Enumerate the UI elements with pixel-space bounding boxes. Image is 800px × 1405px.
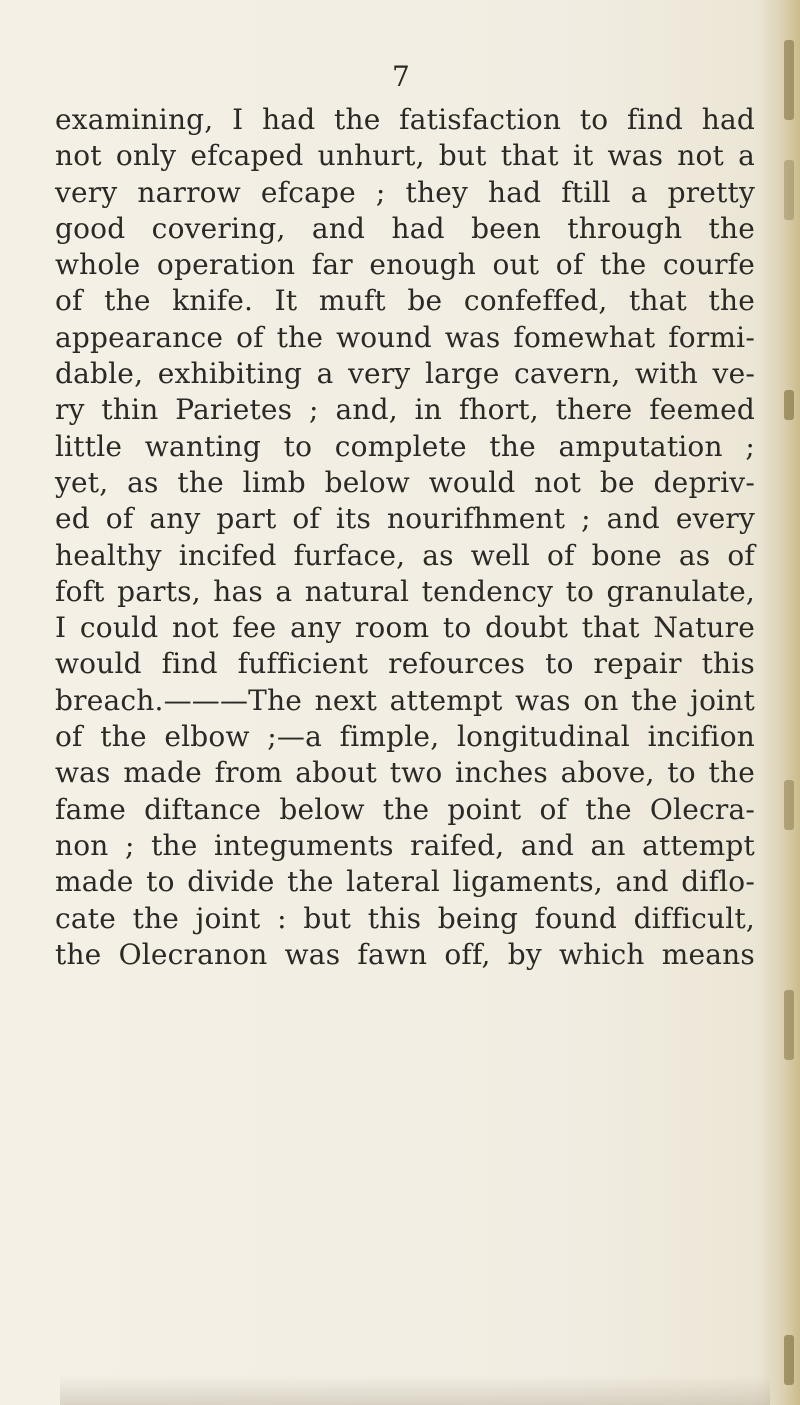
text-line: would find fufficient refources to repair this: [55, 647, 755, 681]
bottom-smudge: [60, 1375, 770, 1405]
text-line: little wanting to complete the amputation ;: [55, 429, 755, 463]
text-line: the Olecranon was fawn off, by which means: [55, 937, 755, 971]
text-line: yet, as the limb below would not be depriv-: [55, 465, 755, 499]
stain-mark: [784, 1335, 794, 1385]
stain-mark: [784, 160, 794, 220]
text-line: ry thin Parietes ; and, in fhort, there feemed: [55, 393, 755, 427]
text-line: appearance of the wound was fomewhat formi-: [55, 320, 755, 354]
text-line: examining, I had the fatisfaction to find had: [55, 103, 755, 136]
text-line: whole operation far enough out of the courfe: [55, 248, 755, 282]
text-line: of the knife. It muft be confeffed, that the: [55, 284, 755, 318]
text-line: not only efcaped unhurt, but that it was not a: [55, 139, 755, 173]
text-line: foft parts, has a natural tendency to granulate,: [55, 574, 755, 608]
text-line: breach.———The next attempt was on the joint: [55, 683, 755, 717]
body-text: [55, 102, 755, 973]
stain-mark: [784, 990, 794, 1060]
text-line: I could not fee any room to doubt that Nature: [55, 611, 755, 645]
text-line: of the elbow ;—a fimple, longitudinal incifion: [55, 720, 755, 754]
text-line: cate the joint : but this being found difficult,: [55, 901, 755, 935]
stain-mark: [784, 390, 794, 420]
page-number: 7: [392, 60, 410, 93]
text-line: very narrow efcape ; they had ftill a pretty: [55, 175, 755, 209]
text-line: fame diftance below the point of the Olecra-: [55, 792, 755, 826]
page-edge-stain: [760, 0, 800, 1405]
text-line: healthy incifed furface, as well of bone as of: [55, 538, 755, 572]
text-line: good covering, and had been through the: [55, 211, 755, 245]
text-line: was made from about two inches above, to the: [55, 756, 755, 790]
text-line: ed of any part of its nourifhment ; and every: [55, 502, 755, 536]
text-line: dable, exhibiting a very large cavern, with ve-: [55, 357, 755, 391]
stain-mark: [784, 40, 794, 120]
text-line: made to divide the lateral ligaments, and diflo-: [55, 865, 755, 899]
stain-mark: [784, 780, 794, 830]
text-line: non ; the integuments raifed, and an attempt: [55, 828, 755, 862]
